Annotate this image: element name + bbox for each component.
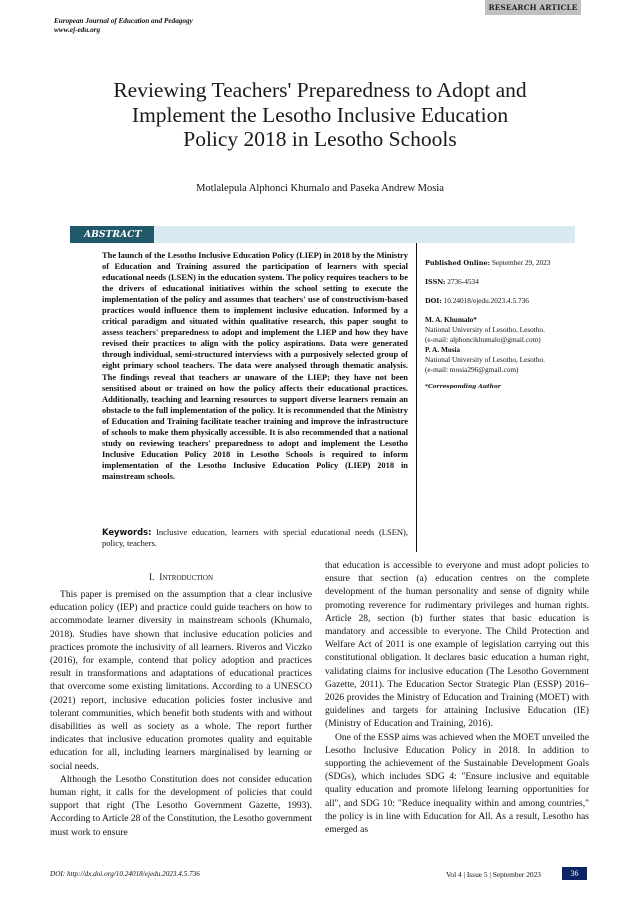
doi-label: DOI: bbox=[425, 297, 442, 305]
author-info bbox=[425, 315, 595, 345]
footer-volume-info: Vol 4 | Issue 5 | September 2023 bbox=[446, 870, 541, 879]
body-column-right bbox=[325, 559, 589, 836]
keywords bbox=[102, 527, 408, 549]
keywords-text: Inclusive education, learners with special educational needs (LSEN), policy, teachers. bbox=[102, 527, 409, 548]
doi bbox=[425, 296, 595, 306]
abstract-text: The launch of the Lesotho Inclusive Education Policy (LIEP) in 2018 by the Ministry of Education and Training assured the participation of learners with special educational needs (LSEN) in the education system. The policy requires teachers to be the drivers of educational initiatives within the school setting to execute the implementation of the policy and assumes that teachers' use of constructivism-based practices would influence them to implement inclusive education. Informed by a critical paradigm and situated within qualitative research, this paper sought to assess teachers' preparedness to adopt and implement the LIEP and how they have revised their practices to align with the policy aspirations. Data were generated through individual, semi-structured interviews with a purposively selected group of eight primary school teachers. The data were analysed through thematic analysis. The findings reveal that teachers ar unaware of the LIEP; they have not been sensitised about or trained on how the policy affects their educational practices. Additionally, teaching and learning resources to support diverse learners remain an obstacle to the full implementation of the policy. It is recommended that the Ministry of Education and Training facilitate teacher training and improve the infrastructure of schools to make them physically accessible. It is also recommended that a national study on reviewing teachers' preparedness to adopt and implement the Lesotho Inclusive Education Policy 2018 in Lesotho Schools is required to inform implementation of the Lesotho Inclusive Education Policy (LIEP) 2018 in mainstream schools. bbox=[102, 250, 408, 481]
page-number: 36 bbox=[562, 867, 587, 880]
title-line: Implement the Lesotho Inclusive Education bbox=[131, 102, 509, 127]
published-label: Published Online: bbox=[425, 259, 491, 267]
article-title bbox=[60, 78, 580, 152]
author-affiliation: National University of Lesotho, Lesotho. bbox=[425, 325, 545, 334]
title-line: Policy 2018 in Lesotho Schools bbox=[183, 127, 457, 151]
article-metadata bbox=[425, 258, 595, 390]
author-info bbox=[425, 345, 595, 375]
issn bbox=[425, 277, 595, 287]
section-title: Introduction bbox=[159, 573, 213, 583]
published-date bbox=[425, 258, 595, 268]
footer-doi[interactable]: DOI: http://dx.doi.org/10.24018/ejedu.2023.4.5.736 bbox=[50, 870, 200, 878]
article-type-badge: RESEARCH ARTICLE bbox=[485, 0, 581, 15]
column-divider bbox=[416, 243, 417, 552]
journal-url[interactable]: www.ej-edu.org bbox=[54, 26, 101, 34]
abstract-label: ABSTRACT bbox=[70, 226, 154, 243]
section-heading-introduction bbox=[50, 572, 312, 584]
body-paragraph: that education is accessible to everyone and must adopt policies to ensure that section (a) education centres on the complete development of the human personality and sense of dignity while promoting reverence for rudimentary privileges and human rights. Article 28, section (b) further states that basic education is mandatory and accessible to everyone. The Child Protection and Welfare Act of 2011 is one example of legislation carrying out this constitutional obligation. It declares basic education a human right, validating claims for inclusive education (The Lesotho Government Gazette, 2011). The Education Sector Strategic Plan (ESSP) 2016–2026 provides the Ministry of Education and Training (MOET) with guidelines and targets for attaining Inclusive Education (IE) (Ministry of Education and Training, 2016). bbox=[325, 560, 589, 730]
author-affiliation: National University of Lesotho, Lesotho. bbox=[425, 355, 545, 364]
body-column-left bbox=[50, 588, 312, 839]
corresponding-author-note: *Corresponding Author bbox=[425, 384, 501, 390]
author-email[interactable]: (e-mail: alphoncikhumalo@gmail.com) bbox=[425, 335, 541, 344]
issn-value: 2736-4534 bbox=[447, 277, 479, 286]
published-value: September 29, 2023 bbox=[491, 258, 551, 267]
section-number: I. bbox=[148, 573, 155, 583]
article-authors: Motlalepula Alphonci Khumalo and Paseka Andrew Mosia bbox=[196, 183, 444, 194]
body-paragraph: One of the ESSP aims was achieved when the MOET unveiled the Lesotho Inclusive Education Policy in 2018. In addition to supporting the achievement of the Sustainable Development Goals (SDGs), which includes SDG 4: "Ensure inclusive and equitable quality education and promote lifelong learning opportunities for all", and SDG 10: "Reduce inequality within and among countries," the policy is in line with Education for All. As a result, Lesotho has emerged as bbox=[325, 731, 589, 836]
journal-header bbox=[54, 17, 193, 35]
issn-label: ISSN: bbox=[425, 278, 446, 286]
author-name: P. A. Mosia bbox=[425, 345, 461, 354]
keywords-label: Keywords: bbox=[102, 527, 152, 537]
author-name: M. A. Khumalo* bbox=[425, 315, 477, 324]
journal-name: European Journal of Education and Pedagogy bbox=[54, 17, 193, 25]
title-line: Reviewing Teachers' Preparedness to Adopt and bbox=[113, 78, 527, 102]
body-paragraph: Although the Lesotho Constitution does not consider education human right, it calls for the development of policies that could support that right (The Lesotho Government Gazette, 1993). According to Article 28 of the Constitution, the Lesotho government must work to ensure bbox=[50, 773, 312, 838]
doi-value[interactable]: 10.24018/ejedu.2023.4.5.736 bbox=[443, 296, 529, 305]
body-paragraph: This paper is premised on the assumption that a clear inclusive education policy (IEP) and practice could guide teachers on how to accommodate learner diversity in mainstream schools (Khumalo, 2018). Studies have shown that inclusive education policies and practices promote the inclusivity of all learners. Riveros and Viczko (2016), for example, contend that policy adoption and practices result in transformations and adaptations of educational practices that overcome some existing limitations. According to a UNESCO (2021) report, inclusive education policies foster inclusive and tolerant communities, which benefit both students with and without disabilities as well as society as a whole. The report further indicates that inclusive education promotes quality and equitable education for all, including learners marginalised by learning or social needs. bbox=[50, 589, 312, 772]
author-email[interactable]: (e-mail: mosia296@gmail.com) bbox=[425, 365, 519, 374]
